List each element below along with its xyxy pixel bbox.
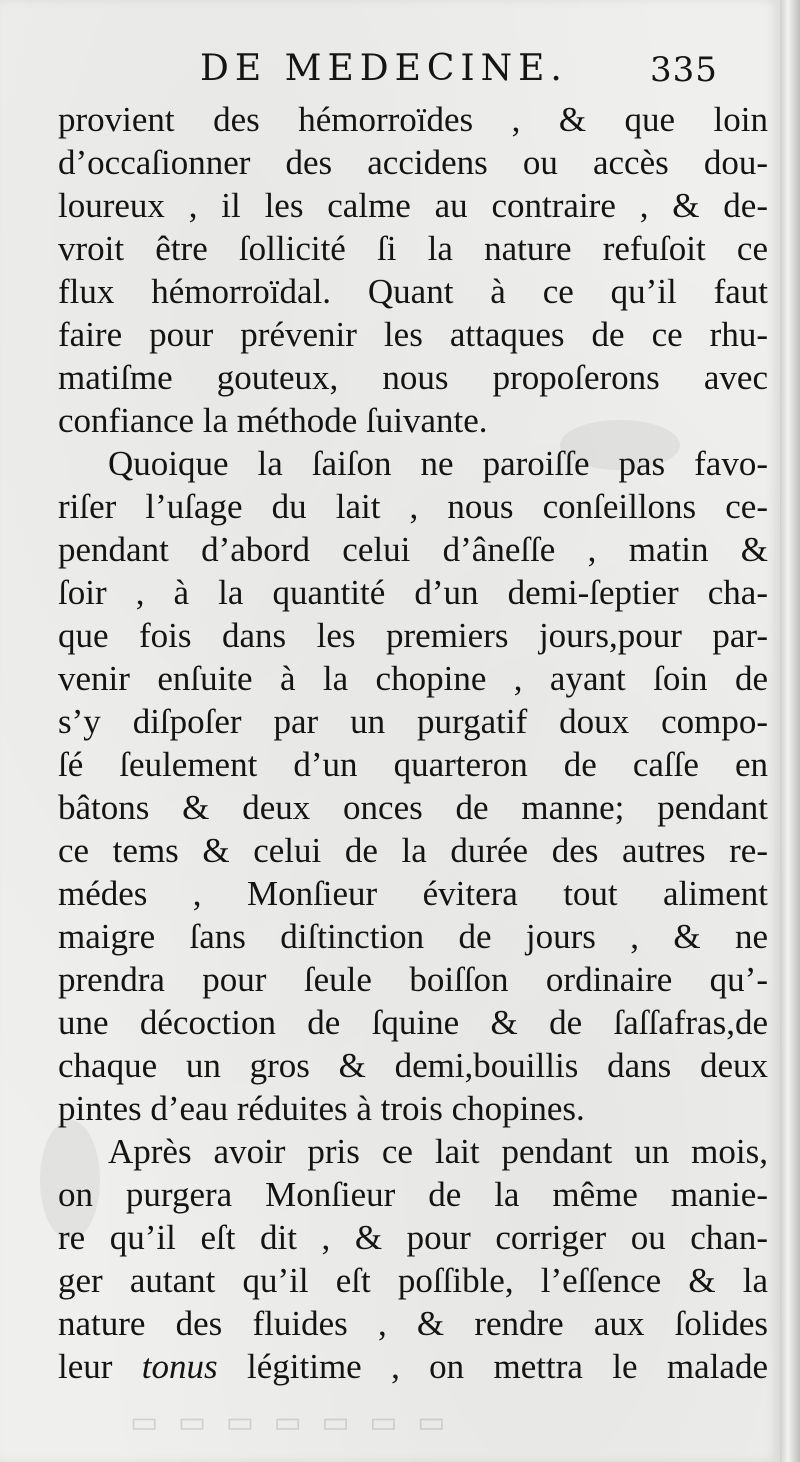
text-line: d’occaſionner des accidens ou accès dou- (58, 143, 768, 182)
page-number: 335 (650, 50, 718, 90)
text-line: ſoir , à la quantité d’un demi-ſeptier cha- (58, 573, 768, 612)
italic-word: tonus (141, 1347, 218, 1386)
text-line: faire pour prévenir les attaques de ce rhu- (58, 315, 768, 354)
text-line: venir enſuite à la chopine , ayant ſoin de (58, 659, 768, 698)
text-line: bâtons & deux onces de manne; pendant (58, 788, 768, 827)
text-line: Quoique la ſaiſon ne paroiſſe pas favo- (108, 444, 768, 483)
running-head: DE MEDECINE. (200, 48, 568, 89)
text-line: Après avoir pris ce lait pendant un mois, (108, 1132, 768, 1171)
text-line: pintes d’eau réduites à trois chopines. (58, 1089, 585, 1128)
text-line: riſer l’uſage du lait , nous conſeillons ce- (58, 487, 768, 526)
text-line: pendant d’abord celui d’âneſſe , matin & (58, 530, 768, 569)
text-line: maigre ſans diſtinction de jours , & ne (58, 917, 768, 956)
text-line: loureux , il les calme au contraire , & de- (58, 186, 768, 225)
text-line: s’y diſpoſer par un purgatif doux compo- (58, 702, 768, 741)
text-line: nature des fluides , & rendre aux ſolides (58, 1304, 768, 1343)
text-line: ce tems & celui de la durée des autres re- (58, 831, 768, 870)
text-line: une décoction de ſquine & de ſaſſafras,de (58, 1003, 768, 1042)
page-edge (780, 0, 800, 1462)
text-line: ger autant qu’il eſt poſſible, l’eſſence & la (58, 1261, 768, 1300)
text-line: ſé ſeulement d’un quarteron de caſſe en (58, 745, 768, 784)
text-line: matiſme gouteux, nous propoſerons avec (58, 358, 768, 397)
text-line: confiance la méthode ſuivante. (58, 401, 488, 440)
text-line: vroit être ſollicité ſi la nature refuſoit ce (58, 229, 768, 268)
text-line: provient des hémorroïdes , & que loin (58, 100, 768, 139)
text-line: re qu’il eſt dit , & pour corriger ou chan- (58, 1218, 768, 1257)
text-line: flux hémorroïdal. Quant à ce qu’il faut (58, 272, 768, 311)
text-line: on purgera Monſieur de la même manie- (58, 1175, 768, 1214)
text-line: que fois dans les premiers jours,pour par- (58, 616, 768, 655)
text-line: prendra pour ſeule boiſſon ordinaire qu’- (58, 960, 768, 999)
bleed-through-text: ▭ ▭ ▭ ▭ ▭ ▭ ▭ (130, 1406, 452, 1439)
body-text (58, 98, 768, 1388)
text-line: chaque un gros & demi,bouillis dans deux (58, 1046, 768, 1085)
text-line: leur tonus légitime , on mettra le malade (58, 1347, 768, 1386)
text-line: médes , Monſieur évitera tout aliment (58, 874, 768, 913)
